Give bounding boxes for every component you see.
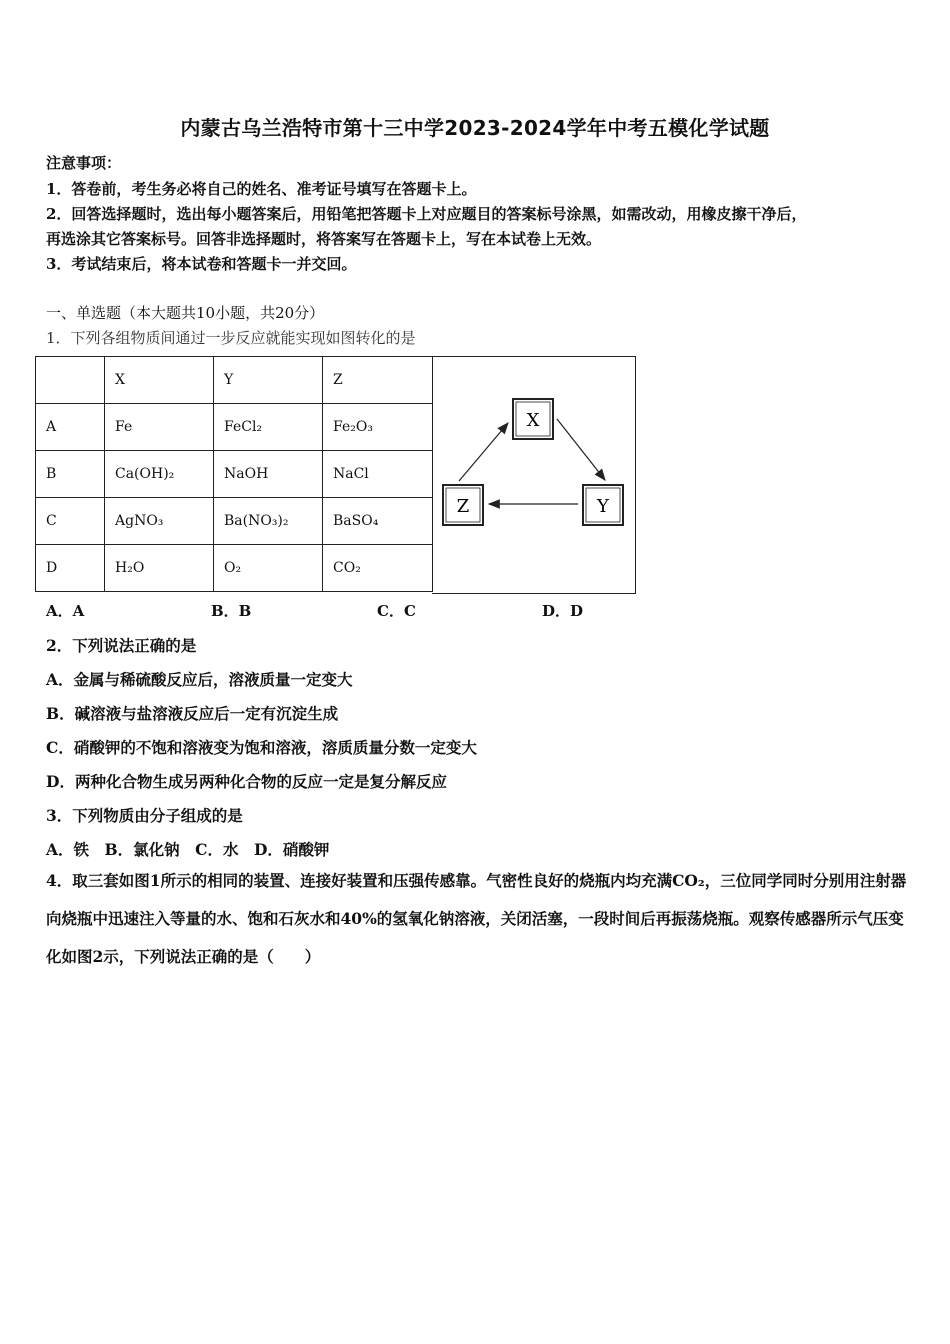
page-title: 内蒙古乌兰浩特市第十三中学2023-2024学年中考五模化学试题 — [180, 116, 770, 140]
note-item: 3．考试结束后，将本试卷和答题卡一并交回。 — [46, 255, 357, 273]
table-cell: B — [36, 451, 105, 498]
table-row — [36, 545, 433, 592]
q1-stem: 1．下列各组物质间通过一步反应就能实现如图转化的是 — [46, 329, 416, 347]
notes-heading: 注意事项： — [46, 154, 122, 172]
conversion-diagram — [432, 356, 636, 594]
table-cell: D — [36, 545, 105, 592]
table-cell — [36, 357, 105, 404]
q3-choices: A．铁 B．氯化钠 C．水 D．硝酸钾 — [46, 840, 330, 859]
table-row — [36, 451, 433, 498]
conversion-diagram-svg — [432, 357, 636, 595]
table-cell: Fe — [105, 404, 214, 451]
table-header-row — [36, 357, 433, 404]
table-cell: Y — [214, 357, 323, 404]
table-cell: Z — [323, 357, 433, 404]
table-cell: NaOH — [214, 451, 323, 498]
box-y — [583, 485, 623, 525]
q2-choice-b: B．碱溶液与盐溶液反应后一定有沉淀生成 — [46, 704, 339, 723]
arrow-z-to-x — [459, 423, 508, 481]
note-item: 2．回答选择题时，选出每小题答案后，用铅笔把答题卡上对应题目的答案标号涂黑，如需改动，用橡皮擦干净后， — [46, 205, 807, 223]
note-item: 1．答卷前，考生务必将自己的姓名、准考证号填写在答题卡上。 — [46, 180, 477, 198]
q2-choice-d: D．两种化合物生成另两种化合物的反应一定是复分解反应 — [46, 772, 447, 791]
box-z — [443, 485, 483, 525]
q4-stem: 4．取三套如图1所示的相同的装置、连接好装置和压强传感靠。气密性良好的烧瓶内均充满CO₂，三位同学同时分别用注射器向烧瓶中迅速注入等量的水、饱和石灰水和40%的氢氧化钠溶液，关闭活塞，一段时间后再振荡烧瓶。观察传感器所示气压变化如图2示，下列说法正确的是（ ） — [46, 871, 907, 966]
table-cell: X — [105, 357, 214, 404]
arrow-x-to-y — [557, 419, 605, 480]
table-cell: Fe₂O₃ — [323, 404, 433, 451]
box-y-label: Y — [597, 496, 609, 517]
table-cell: AgNO₃ — [105, 498, 214, 545]
table-row — [36, 498, 433, 545]
note-item: 再选涂其它答案标号。回答非选择题时，将答案写在答题卡上，写在本试卷上无效。 — [46, 230, 602, 248]
table-cell: C — [36, 498, 105, 545]
box-x-label: X — [526, 410, 540, 431]
choice-d: D．D — [542, 602, 584, 620]
q3-stem: 3．下列物质由分子组成的是 — [46, 806, 243, 825]
box-z-label: Z — [456, 496, 470, 517]
table-cell: Ca(OH)₂ — [105, 451, 214, 498]
section-heading: 一、单选题（本大题共10小题，共20分） — [46, 304, 325, 322]
table-cell: NaCl — [323, 451, 433, 498]
box-x — [513, 399, 553, 439]
table-cell: CO₂ — [323, 545, 433, 592]
table-cell: H₂O — [105, 545, 214, 592]
q1-options-table — [35, 356, 433, 592]
table-cell: FeCl₂ — [214, 404, 323, 451]
q2-choice-c: C．硝酸钾的不饱和溶液变为饱和溶液，溶质质量分数一定变大 — [46, 738, 477, 757]
q2-stem: 2．下列说法正确的是 — [46, 636, 197, 655]
choice-a: A．A — [46, 602, 85, 620]
table-cell: O₂ — [214, 545, 323, 592]
table-cell: A — [36, 404, 105, 451]
q2-choice-a: A．金属与稀硫酸反应后，溶液质量一定变大 — [46, 670, 353, 689]
table-cell: BaSO₄ — [323, 498, 433, 545]
table-cell: Ba(NO₃)₂ — [214, 498, 323, 545]
choice-c: C．C — [377, 602, 416, 620]
choice-b: B．B — [211, 602, 252, 620]
table-row — [36, 404, 433, 451]
